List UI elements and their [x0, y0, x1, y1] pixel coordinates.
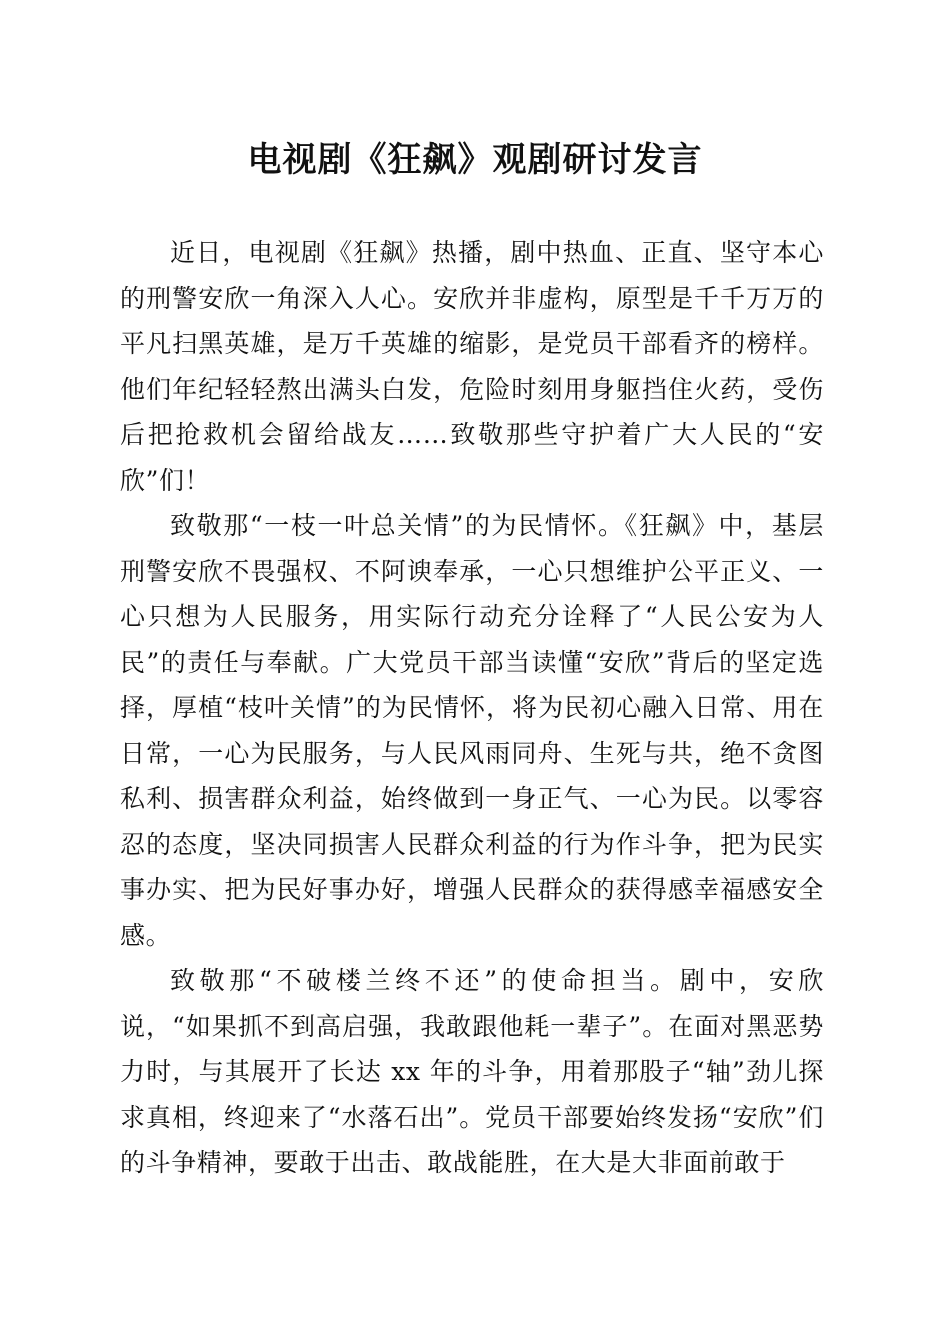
paragraph-mission: 致敬那“不破楼兰终不还”的使命担当。剧中，安欣说，“如果抓不到高启强，我敢跟他耗一辈子”。在面对黑恶势力时，与其展开了长达 xx 年的斗争，用着那股子“轴”劲儿探求真相，终迎来了“水落石出”。党员干部要始终发扬“安欣”们的斗争精神，要敢于出击、敢战能胜，在大是大非面前敢于 — [120, 966, 824, 1177]
document-body — [120, 230, 824, 1186]
document-title: 电视剧《狂飙》观剧研讨发言 — [247, 140, 703, 180]
paragraph-intro: 近日，电视剧《狂飙》热播，剧中热血、正直、坚守本心的刑警安欣一角深入人心。安欣并非虚构，原型是千千万万的平凡扫黑英雄，是万千英雄的缩影，是党员干部看齐的榜样。他们年纪轻轻熬出满头白发，危险时刻用身躯挡住火药，受伤后把抢救机会留给战友……致敬那些守护着广大人民的“安欣”们！ — [120, 238, 824, 495]
paragraph-people-oriented: 致敬那“一枝一叶总关情”的为民情怀。《狂飙》中，基层刑警安欣不畏强权、不阿谀奉承，一心只想维护公平正义、一心只想为人民服务，用实际行动充分诠释了“人民公安为人民”的责任与奉献。广大党员干部当读懂“安欣”背后的坚定选择，厚植“枝叶关情”的为民情怀，将为民初心融入日常、用在日常，一心为民服务，与人民风雨同舟、生死与共，绝不贪图私利、损害群众利益，始终做到一身正气、一心为民。以零容忍的态度，坚决同损害人民群众利益的行为作斗争，把为民实事办实、把为民好事办好，增强人民群众的获得感幸福感安全感。 — [120, 511, 824, 950]
